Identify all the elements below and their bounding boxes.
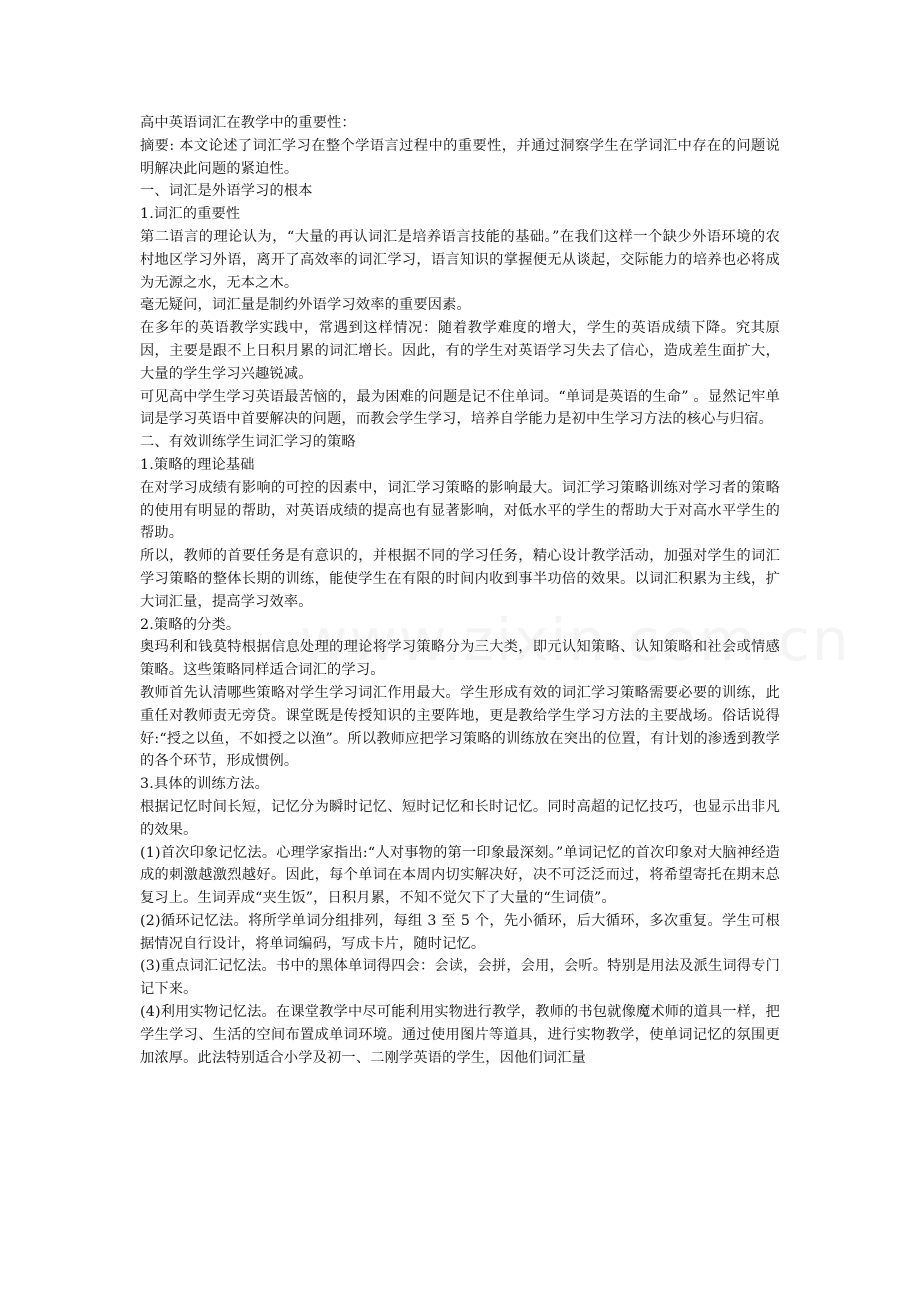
document-body xyxy=(140,112,780,1069)
body-paragraph: 所以，教师的首要任务是有意识的，并根据不同的学习任务，精心设计教学活动，加强对学生的词汇学习策略的整体长期的训练，能使学生在有限的时间内收到事半功倍的效果。以词汇积累为主线，扩大词汇量，提高学习效率。 xyxy=(140,548,780,610)
subheading-1-1: 1.词汇的重要性 xyxy=(140,206,241,223)
body-paragraph: 在多年的英语教学实践中，常遇到这样情况：随着教学难度的增大，学生的英语成绩下降。究其原因，主要是跟不上日积月累的词汇增长。因此，有的学生对英语学习失去了信心，造成差生面扩大，大量的学生学习兴趣锐减。 xyxy=(140,320,780,382)
body-paragraph: 在对学习成绩有影响的可控的因素中，词汇学习策略的影响最大。词汇学习策略训练对学习者的策略的使用有明显的帮助，对英语成绩的提高也有显著影响，对低水平的学生的帮助大于对高水平学生的帮助。 xyxy=(140,479,780,542)
body-paragraph: 毫无疑问，词汇量是制约外语学习效率的重要因素。 xyxy=(140,297,471,314)
document-title: 高中英语词汇在教学中的重要性： xyxy=(140,115,356,131)
body-paragraph: 可见高中学生学习英语最苦恼的，最为困难的问题是记不住单词。“单词是英语的生命” 。显然记牢单词是学习英语中首要解决的问题，而教会学生学习，培养自学能力是初中生学习方法的核心与归宿。 xyxy=(140,388,780,428)
abstract-paragraph: 摘要: 本文论述了词汇学习在整个学语言过程中的重要性，并通过洞察学生在学词汇中存在的问题说明解决此问题的紧迫性。 xyxy=(140,137,780,177)
body-paragraph: 第二语言的理论认为，“大量的再认词汇是培养语言技能的基础。”在我们这样一个缺少外语环境的农村地区学习外语，离开了高效率的词汇学习，语言知识的掌握便无从谈起，交际能力的培养也必将成为无源之水，无本之木。 xyxy=(140,228,780,291)
subheading-2-1: 1.策略的理论基础 xyxy=(140,456,255,473)
section-heading-1: 一、词汇是外语学习的根本 xyxy=(140,183,313,200)
body-paragraph: 根据记忆时间长短，记忆分为瞬时记忆、短时记忆和长时记忆。同时高超的记忆技巧，也显示出非凡的效果。 xyxy=(140,798,780,838)
method-item-1: (1)首次印象记忆法。心理学家指出:“人对事物的第一印象最深刻。”单词记忆的首次印象对大脑神经造成的刺激越激烈越好。因此，每个单词在本周内切实解决好，决不可泛泛而过，将希望寄托在期末总复习上。生词弄成“夹生饭”，日积月累，不知不觉欠下了大量的“生词债”。 xyxy=(140,844,780,907)
subheading-2-2: 2.策略的分类。 xyxy=(140,616,241,633)
section-heading-2: 二、有效训练学生词汇学习的策略 xyxy=(140,434,356,451)
body-paragraph: 奥玛利和钱莫特根据信息处理的理论将学习策略分为三大类，即元认知策略、认知策略和社会或情感策略。这些策略同样适合词汇的学习。 xyxy=(140,639,780,679)
method-item-2: (2)循环记忆法。将所学单词分组排列，每组 3 至 5 个，先小循环，后大循环，多次重复。学生可根据情况自行设计，将单词编码，写成卡片，随时记忆。 xyxy=(140,912,780,952)
subheading-2-3: 3.具体的训练方法。 xyxy=(140,776,270,793)
method-item-3: (3)重点词汇记忆法。书中的黑体单词得四会：会读，会拼，会用，会听。特别是用法及派生词得专门记下来。 xyxy=(140,958,780,998)
body-paragraph: 教师首先认清哪些策略对学生学习词汇作用最大。学生形成有效的词汇学习策略需要必要的训练，此重任对教师责无旁贷。课堂既是传授知识的主要阵地，更是教给学生学习方法的主要战场。俗话说得好:“授之以鱼，不如授之以渔”。所以教师应把学习策略的训练放在突出的位置，有计划的渗透到教学的各个环节，形成惯例。 xyxy=(140,684,780,770)
method-item-4: (4)利用实物记忆法。在课堂教学中尽可能利用实物进行教学，教师的书包就像魔术师的道具一样，把学生学习、生活的空间布置成单词环境。通过使用图片等道具，进行实物教学，使单词记忆的氛围更加浓厚。此法特别适合小学及初一、二刚学英语的学生，因他们词汇量 xyxy=(140,1004,780,1066)
